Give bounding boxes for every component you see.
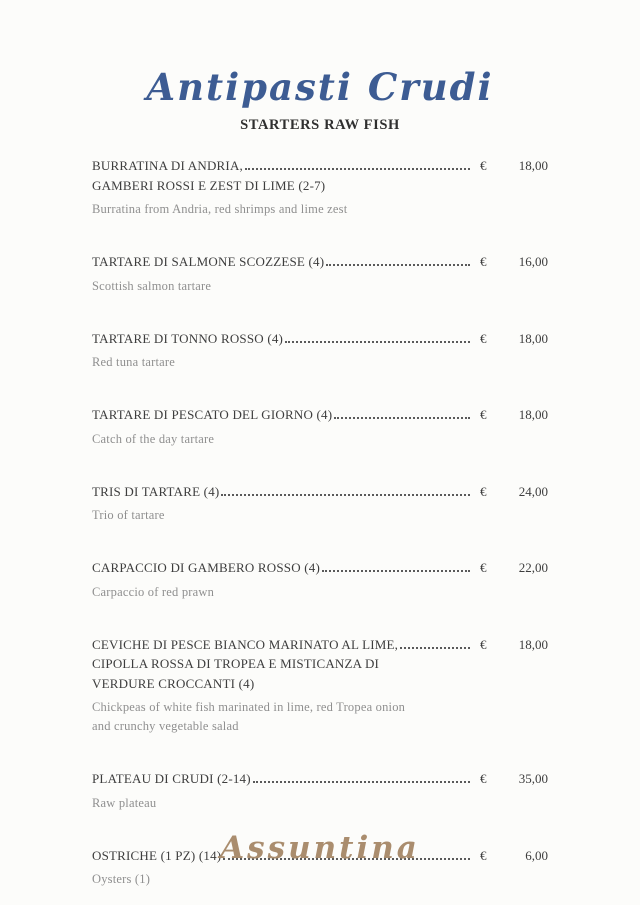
item-name: TARTARE DI SALMONE SCOZZESE (4) xyxy=(92,254,325,269)
item-name: PLATEAU DI CRUDI (2-14) xyxy=(92,771,251,786)
menu-item-price-row xyxy=(92,635,548,655)
dot-leader xyxy=(326,264,470,266)
item-price: 16,00 xyxy=(518,254,548,269)
item-description: Burratina from Andria, red shrimps and lime zest xyxy=(92,202,348,216)
menu-item xyxy=(92,405,548,449)
item-name: BURRATINA DI ANDRIA, xyxy=(92,158,243,173)
item-price: 35,00 xyxy=(518,771,548,786)
menu-item-price-row xyxy=(92,405,548,425)
menu-subtitle: STARTERS RAW FISH xyxy=(240,117,400,133)
menu-item-price-row xyxy=(92,558,548,578)
currency-symbol: € xyxy=(480,560,487,575)
item-description: Oysters (1) xyxy=(92,872,151,886)
item-price: 22,00 xyxy=(518,560,548,575)
menu-items-list xyxy=(92,156,548,889)
item-name-continued: CIPOLLA ROSSA DI TROPEA E MISTICANZA DI xyxy=(92,656,380,671)
item-description: Red tuna tartare xyxy=(92,355,176,369)
currency-symbol: € xyxy=(480,330,487,346)
item-name: TARTARE DI TONNO ROSSO (4) xyxy=(92,330,284,346)
currency-symbol: € xyxy=(480,771,487,786)
menu-item xyxy=(92,769,548,813)
currency-symbol: € xyxy=(480,254,487,269)
item-description: Trio of tartare xyxy=(92,508,165,522)
currency-symbol: € xyxy=(480,407,487,422)
item-price: 18,00 xyxy=(518,158,548,173)
item-price: 18,00 xyxy=(518,636,548,652)
menu-item xyxy=(92,558,548,602)
item-name-continued: GAMBERI ROSSI E ZEST DI LIME (2-7) xyxy=(92,177,326,193)
item-name: TRIS DI TARTARE (4) xyxy=(92,483,220,499)
item-description: Catch of the day tartare xyxy=(92,431,215,446)
menu-item-price-row xyxy=(92,482,548,502)
dot-leader xyxy=(322,570,470,572)
item-description: and crunchy vegetable salad xyxy=(92,719,239,733)
menu-item xyxy=(92,635,548,737)
dot-leader xyxy=(400,647,470,649)
menu-title-script: Antipasti Crudi xyxy=(146,65,494,109)
menu-item-price-row xyxy=(92,769,548,789)
menu-item-price-row xyxy=(92,252,548,272)
dot-leader xyxy=(253,781,470,783)
currency-symbol: € xyxy=(480,158,487,173)
currency-symbol: € xyxy=(480,483,487,499)
dot-leader xyxy=(334,417,470,419)
menu-item xyxy=(92,329,548,373)
currency-symbol: € xyxy=(480,847,487,863)
item-price: 18,00 xyxy=(518,330,548,346)
item-description: Chickpeas of white fish marinated in lime, red Tropea onion xyxy=(92,700,406,714)
item-name-continued: VERDURE CROCCANTI (4) xyxy=(92,675,255,691)
dot-leader xyxy=(285,341,470,343)
dot-leader xyxy=(245,168,470,170)
item-price: 24,00 xyxy=(518,483,548,499)
menu-item xyxy=(92,482,548,526)
item-price: 6,00 xyxy=(525,847,548,863)
currency-symbol: € xyxy=(480,636,487,652)
item-description: Carpaccio of red prawn xyxy=(92,584,215,599)
item-description: Scottish salmon tartare xyxy=(92,278,212,293)
dot-leader xyxy=(221,494,470,496)
item-name: CARPACCIO DI GAMBERO ROSSO (4) xyxy=(92,560,321,575)
item-price: 18,00 xyxy=(518,407,548,422)
menu-item-price-row xyxy=(92,156,548,176)
item-name: CEVICHE DI PESCE BIANCO MARINATO AL LIME, xyxy=(92,636,399,652)
item-description: Raw plateau xyxy=(92,795,157,810)
item-name: OSTRICHE (1 PZ) (14) xyxy=(92,847,222,863)
menu-item xyxy=(92,252,548,296)
menu-item-price-row xyxy=(92,329,548,349)
restaurant-signature: Assuntina xyxy=(220,830,420,866)
menu-item xyxy=(92,156,548,219)
item-name: TARTARE DI PESCATO DEL GIORNO (4) xyxy=(92,407,333,422)
